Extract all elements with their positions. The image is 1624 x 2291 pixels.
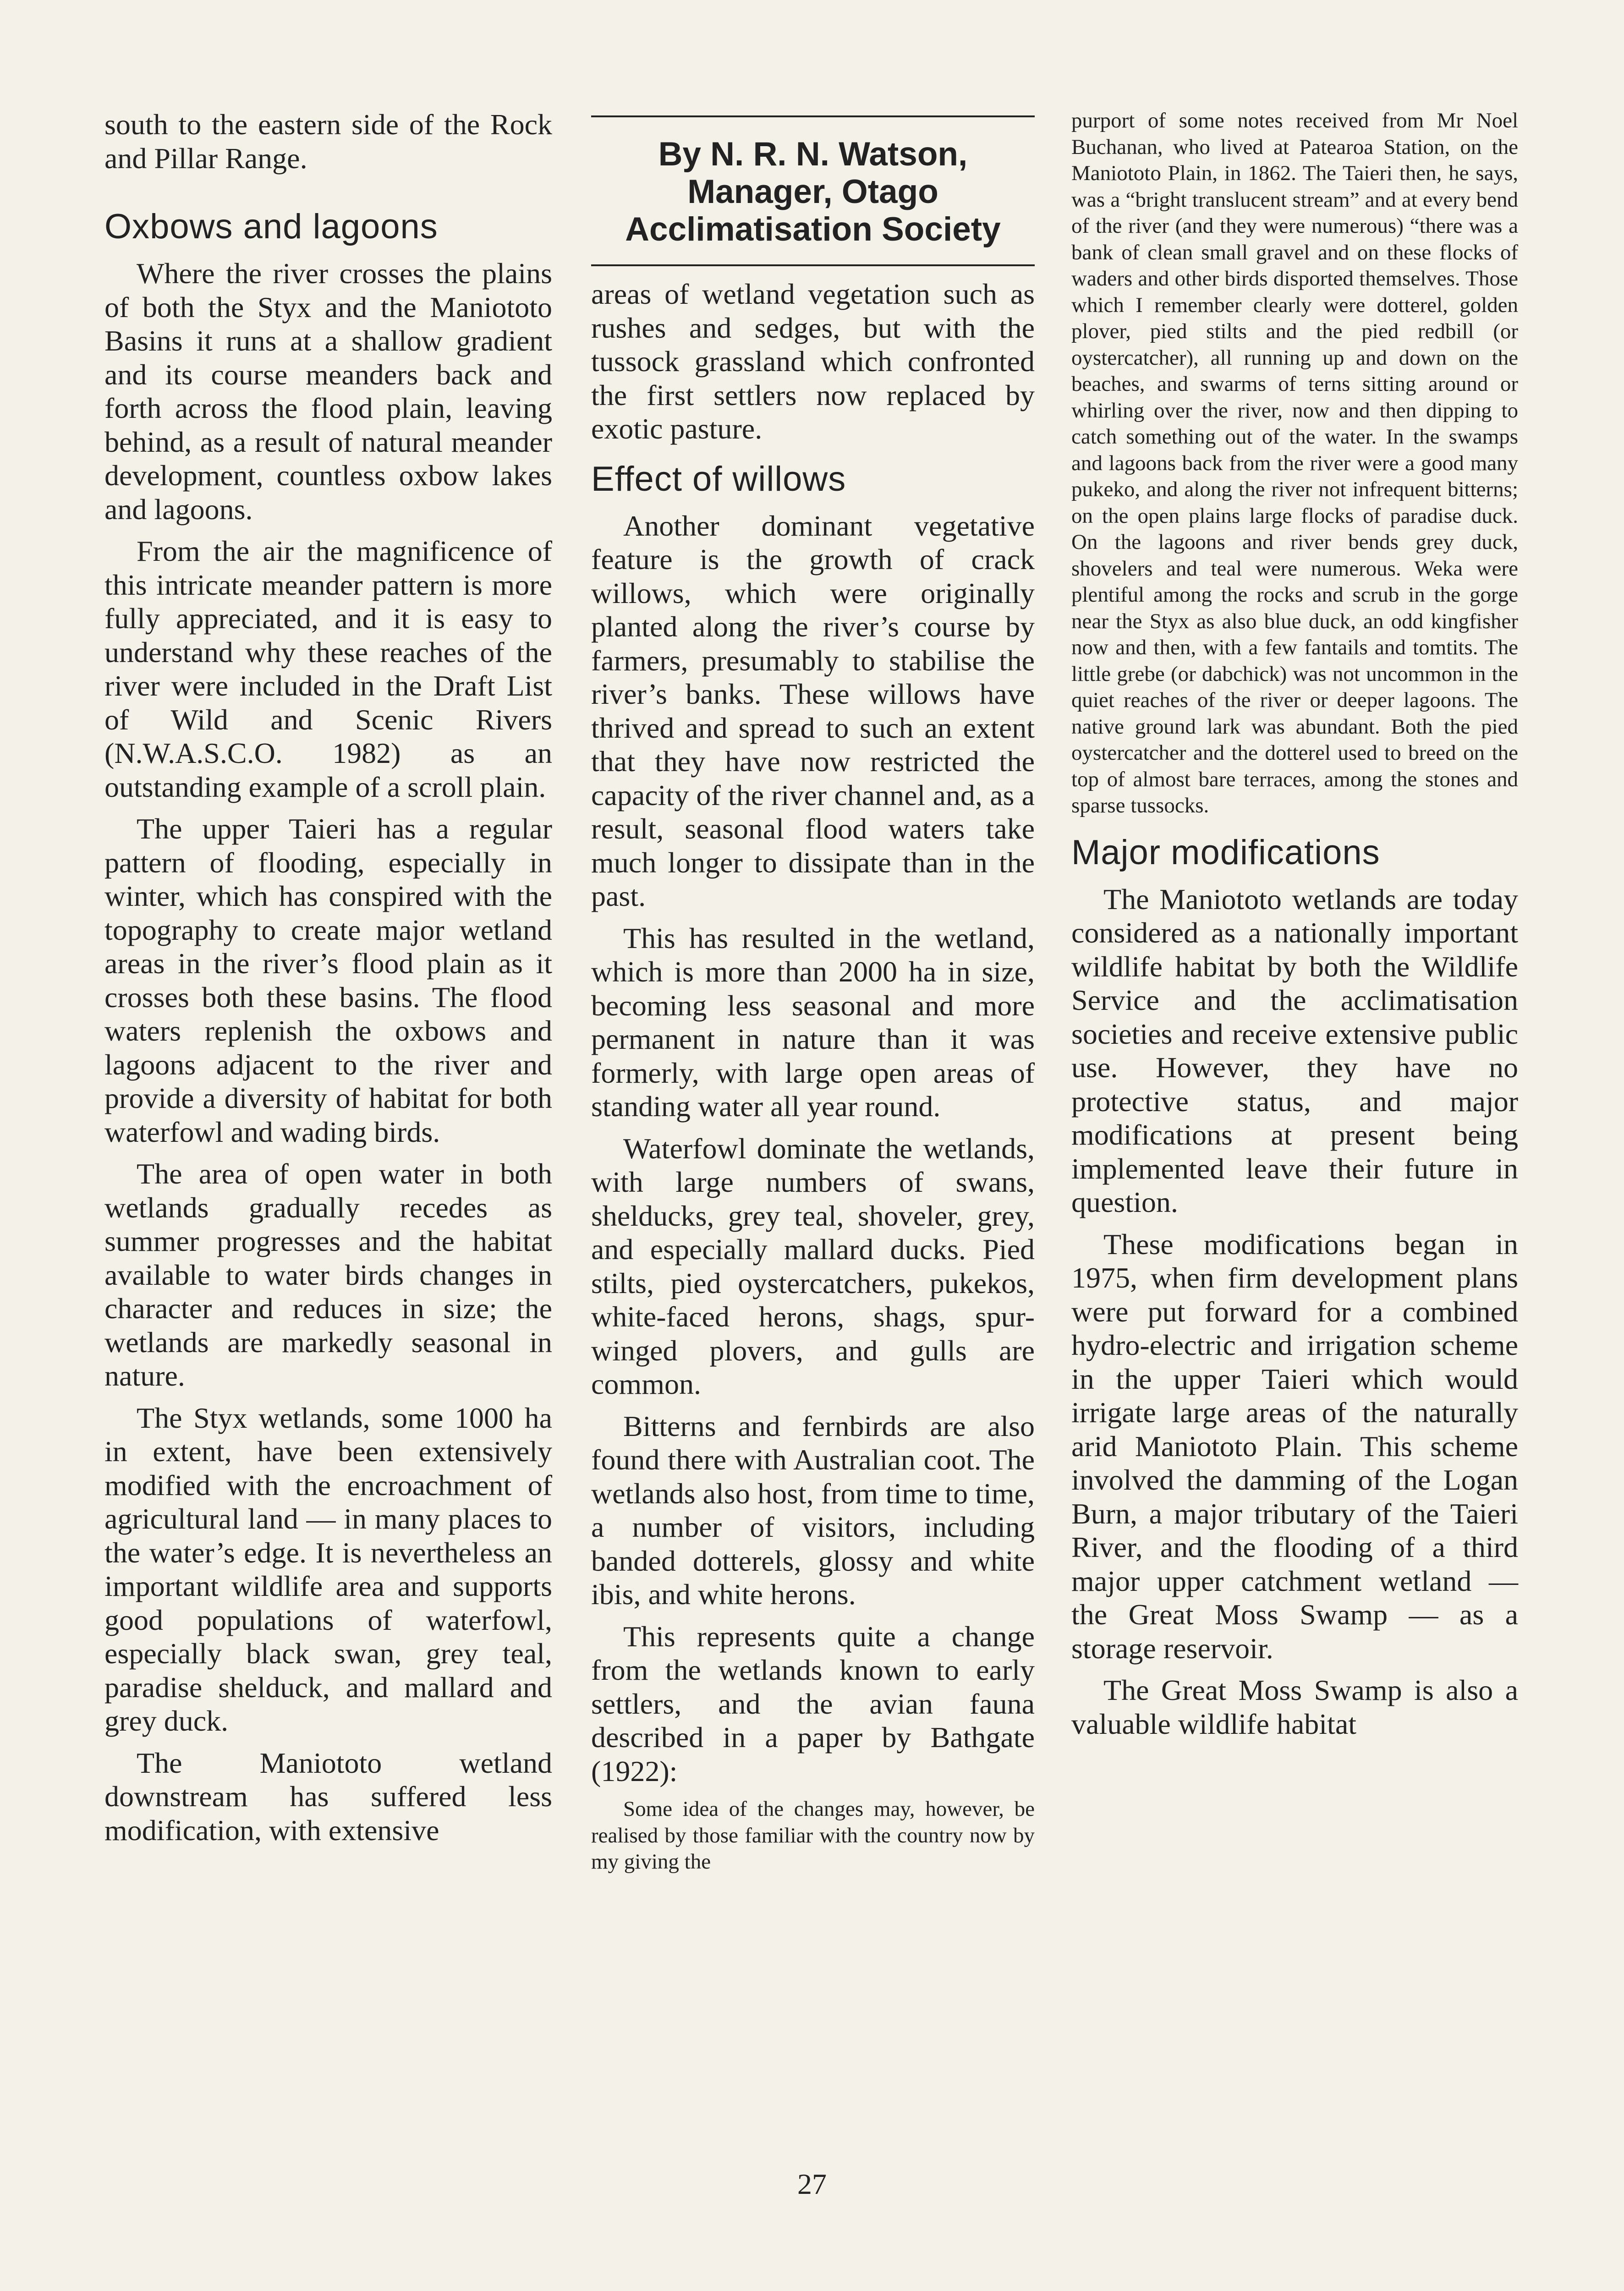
author-byline: By N. R. N. Watson, Manager, Otago Acclimatisation Society bbox=[591, 115, 1035, 266]
paragraph: These modifications began in 1975, when firm development plans were put forward for a combined hydro-electric and irrigation scheme in the upper Taieri which would irrigate large areas of the naturally arid Maniototo Plain. This scheme involved the damming of the Logan Burn, a major tributary of the Taieri River, and the flooding of a third major upper catchment wetland — the Great Moss Swamp — as a storage reservoir. bbox=[1071, 1228, 1518, 1665]
paragraph: The Great Moss Swamp is also a valuable wildlife habitat bbox=[1071, 1674, 1518, 1740]
paragraph: This has resulted in the wetland, which is more than 2000 ha in size, becoming less seasonal and more permanent in nature than it was formerly, with large open areas of standing water all year round. bbox=[591, 921, 1035, 1123]
paragraph: Another dominant vegetative feature is the growth of crack willows, which were originally planted along the river’s course by farmers, presumably to stabilise the river’s banks. These willows have thrived and spread to such an extent that they have now restricted the capacity of the river channel and, as a result, seasonal flood waters take much longer to dissipate than in the past. bbox=[591, 509, 1035, 912]
paragraph: Bitterns and fernbirds are also found there with Australian coot. The wetlands also host, from time to time, a number of visitors, including banded dotterels, glossy and white ibis, and white herons. bbox=[591, 1409, 1035, 1611]
paragraph: areas of wetland vegetation such as rushes and sedges, but with the tussock grassland which confronted the first settlers now replaced by exotic pasture. bbox=[591, 278, 1035, 445]
section-heading-oxbows: Oxbows and lagoons bbox=[104, 207, 438, 246]
column-2 bbox=[591, 108, 1035, 1875]
section-heading-major-modifications: Major modifications bbox=[1071, 833, 1380, 872]
page-number: 27 bbox=[797, 2168, 827, 2200]
paragraph: This represents quite a change from the wetlands known to early settlers, and the avian fauna described in a paper by Bathgate (1922): bbox=[591, 1620, 1035, 1787]
paragraph: The area of open water in both wetlands gradually recedes as summer progresses and the habitat available to water birds changes in character and reduces in size; the wetlands are markedly seasonal in nature. bbox=[104, 1157, 552, 1392]
paragraph: From the air the magnificence of this intricate meander pattern is more fully appreciated, and it is easy to understand why these reaches of the river were included in the Draft List of Wild and Scenic Rivers (N.W.A.S.C.O. 1982) as an outstanding example of a scroll plain. bbox=[104, 535, 552, 803]
paragraph: The Maniototo wetland downstream has suffered less modification, with extensive bbox=[104, 1746, 552, 1847]
paragraph: Where the river crosses the plains of both the Styx and the Maniototo Basins it runs at a shallow gradient and its course meanders back and forth across the flood plain, leaving behind, as a result of natural meander development, countless oxbow lakes and lagoons. bbox=[104, 257, 552, 526]
paragraph: The Maniototo wetlands are today considered as a nationally important wildlife habitat by both the Wildlife Service and the acclimatisation societies and receive extensive public use. However, they have no protective status, and major modifications at present being implemented leave their future in question. bbox=[1071, 882, 1518, 1218]
paragraph: Waterfowl dominate the wetlands, with large numbers of swans, shelducks, grey teal, shoveler, grey, and especially mallard ducks. Pied stilts, pied oystercatchers, pukekos, white-faced herons, shags, spur-winged plovers, and gulls are common. bbox=[591, 1132, 1035, 1400]
paragraph: The upper Taieri has a regular pattern of flooding, especially in winter, which has conspired with the topography to create major wetland areas in the river’s flood plain as it crosses both these basins. The flood waters replenish the oxbows and lagoons adjacent to the river and provide a diversity of habitat for both waterfowl and wading birds. bbox=[104, 812, 552, 1148]
paragraph: The Styx wetlands, some 1000 ha in extent, have been extensively modified with the encroachment of agricultural land — in many places to the water’s edge. It is nevertheless an important wildlife area and supports good populations of waterfowl, especially black swan, grey teal, paradise shelduck, and mallard and grey duck. bbox=[104, 1401, 552, 1737]
section-heading-willows: Effect of willows bbox=[591, 459, 846, 499]
column-1 bbox=[104, 108, 552, 1855]
paragraph: south to the eastern side of the Rock and Pillar Range. bbox=[104, 108, 552, 175]
block-quote-continued: purport of some notes received from Mr Noel Buchanan, who lived at Patearoa Station, on the Maniototo Plain, in 1862. The Taieri then, he says, was a “bright translucent stream” and at every bend of the river (and they were numerous) “there was a bank of clean small gravel and on these flocks of waders and other birds disported themselves. Those which I remember clearly were dotterel, golden plover, pied stilts and the pied redbill (or oystercatcher), all running up and down on the beaches, and swarms of terns sitting around or whirling over the river, now and then dipping to catch something out of the water. In the swamps and lagoons back from the river were a good many pukeko, and along the river not infrequent bitterns; on the open plains large flocks of paradise duck. On the lagoons and river bends grey duck, shovelers and teal were numerous. Weka were plentiful among the rocks and scrub in the gorge near the Styx as also blue duck, an odd kingfisher now and then, with a few fantails and tomtits. The little grebe (or dabchick) was not uncommon in the quiet reaches of the river or deeper lagoons. The native ground lark was abundant. Both the pied oystercatcher and the dotterel used to breed on the top of almost bare terraces, among the stones and sparse tussocks. bbox=[1071, 109, 1518, 817]
block-quote: Some idea of the changes may, however, be realised by those familiar with the country now by my giving the bbox=[591, 1797, 1035, 1874]
column-3 bbox=[1071, 108, 1518, 1749]
